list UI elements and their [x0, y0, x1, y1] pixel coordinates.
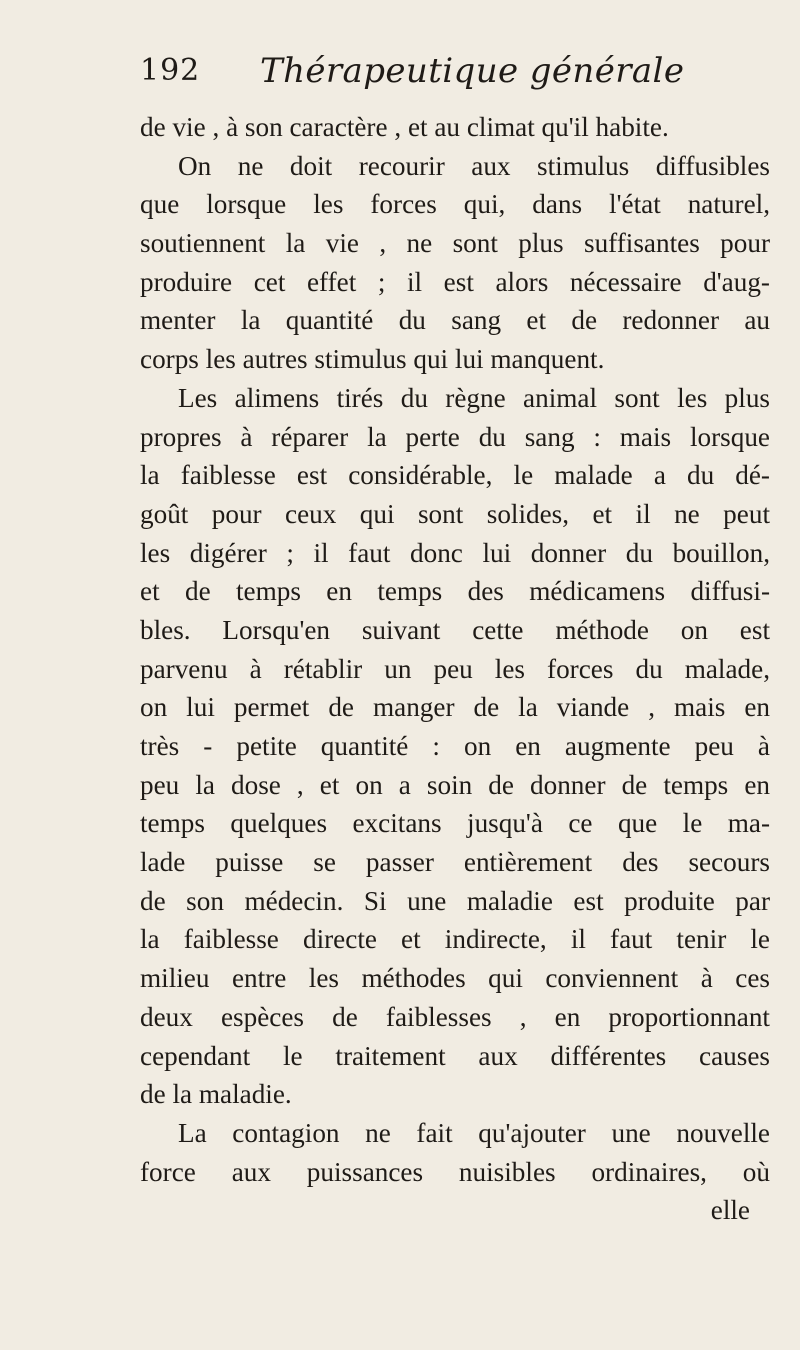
- text-line: bles. Lorsqu'en suivant cette méthode on est: [140, 614, 770, 645]
- text-line: que lorsque les forces qui, dans l'état naturel,: [140, 189, 770, 220]
- text-line: La contagion ne fait qu'ajouter une nouvelle: [178, 1117, 770, 1148]
- text-line: menter la quantité du sang et de redonner au: [140, 305, 770, 336]
- text-line: les digérer ; il faut donc lui donner du bouillon,: [140, 537, 770, 568]
- text-line: de la maladie.: [140, 1079, 292, 1110]
- text-line: lade puisse se passer entièrement des secours: [140, 847, 770, 878]
- text-line: de son médecin. Si une maladie est produite par: [140, 885, 770, 916]
- text-line: milieu entre les méthodes qui conviennent à ces: [140, 963, 770, 994]
- body-text: [140, 108, 770, 1230]
- text-line: parvenu à rétablir un peu les forces du malade,: [140, 653, 770, 684]
- page-number: 192: [140, 53, 201, 88]
- text-line: de vie , à son caractère , et au climat qu'il habite.: [140, 112, 669, 142]
- text-line: propres à réparer la perte du sang : mais lorsque: [140, 421, 770, 452]
- text-line: la faiblesse est considérable, le malade a du dé-: [140, 460, 770, 491]
- text-line: très - petite quantité : on en augmente peu à: [140, 731, 770, 761]
- text-line: corps les autres stimulus qui lui manquent.: [140, 344, 605, 375]
- text-line: peu la dose , et on a soin de donner de temps en: [140, 769, 770, 800]
- text-line: deux espèces de faiblesses , en proportionnant: [140, 1001, 770, 1032]
- text-line: on lui permet de manger de la viande , mais en: [140, 692, 770, 723]
- text-line: et de temps en temps des médicamens diffusi-: [140, 576, 770, 607]
- text-line: soutiennent la vie , ne sont plus suffisantes pour: [140, 228, 770, 259]
- text-line: Les alimens tirés du règne animal sont les plus: [178, 382, 770, 413]
- text-line: goût pour ceux qui sont solides, et il ne peut: [140, 498, 770, 529]
- page-header: [140, 46, 740, 96]
- text-line: produire cet effet ; il est alors nécessaire d'aug-: [140, 266, 770, 297]
- text-line: force aux puissances nuisibles ordinaires, où: [140, 1156, 770, 1187]
- text-line: On ne doit recourir aux stimulus diffusibles: [178, 150, 770, 181]
- running-title: Thérapeutique générale: [260, 51, 685, 91]
- catchword: elle: [710, 1195, 750, 1226]
- text-line: cependant le traitement aux différentes causes: [140, 1040, 770, 1071]
- text-line: temps quelques excitans jusqu'à ce que le ma-: [140, 808, 770, 839]
- text-line: la faiblesse directe et indirecte, il faut tenir le: [140, 924, 770, 955]
